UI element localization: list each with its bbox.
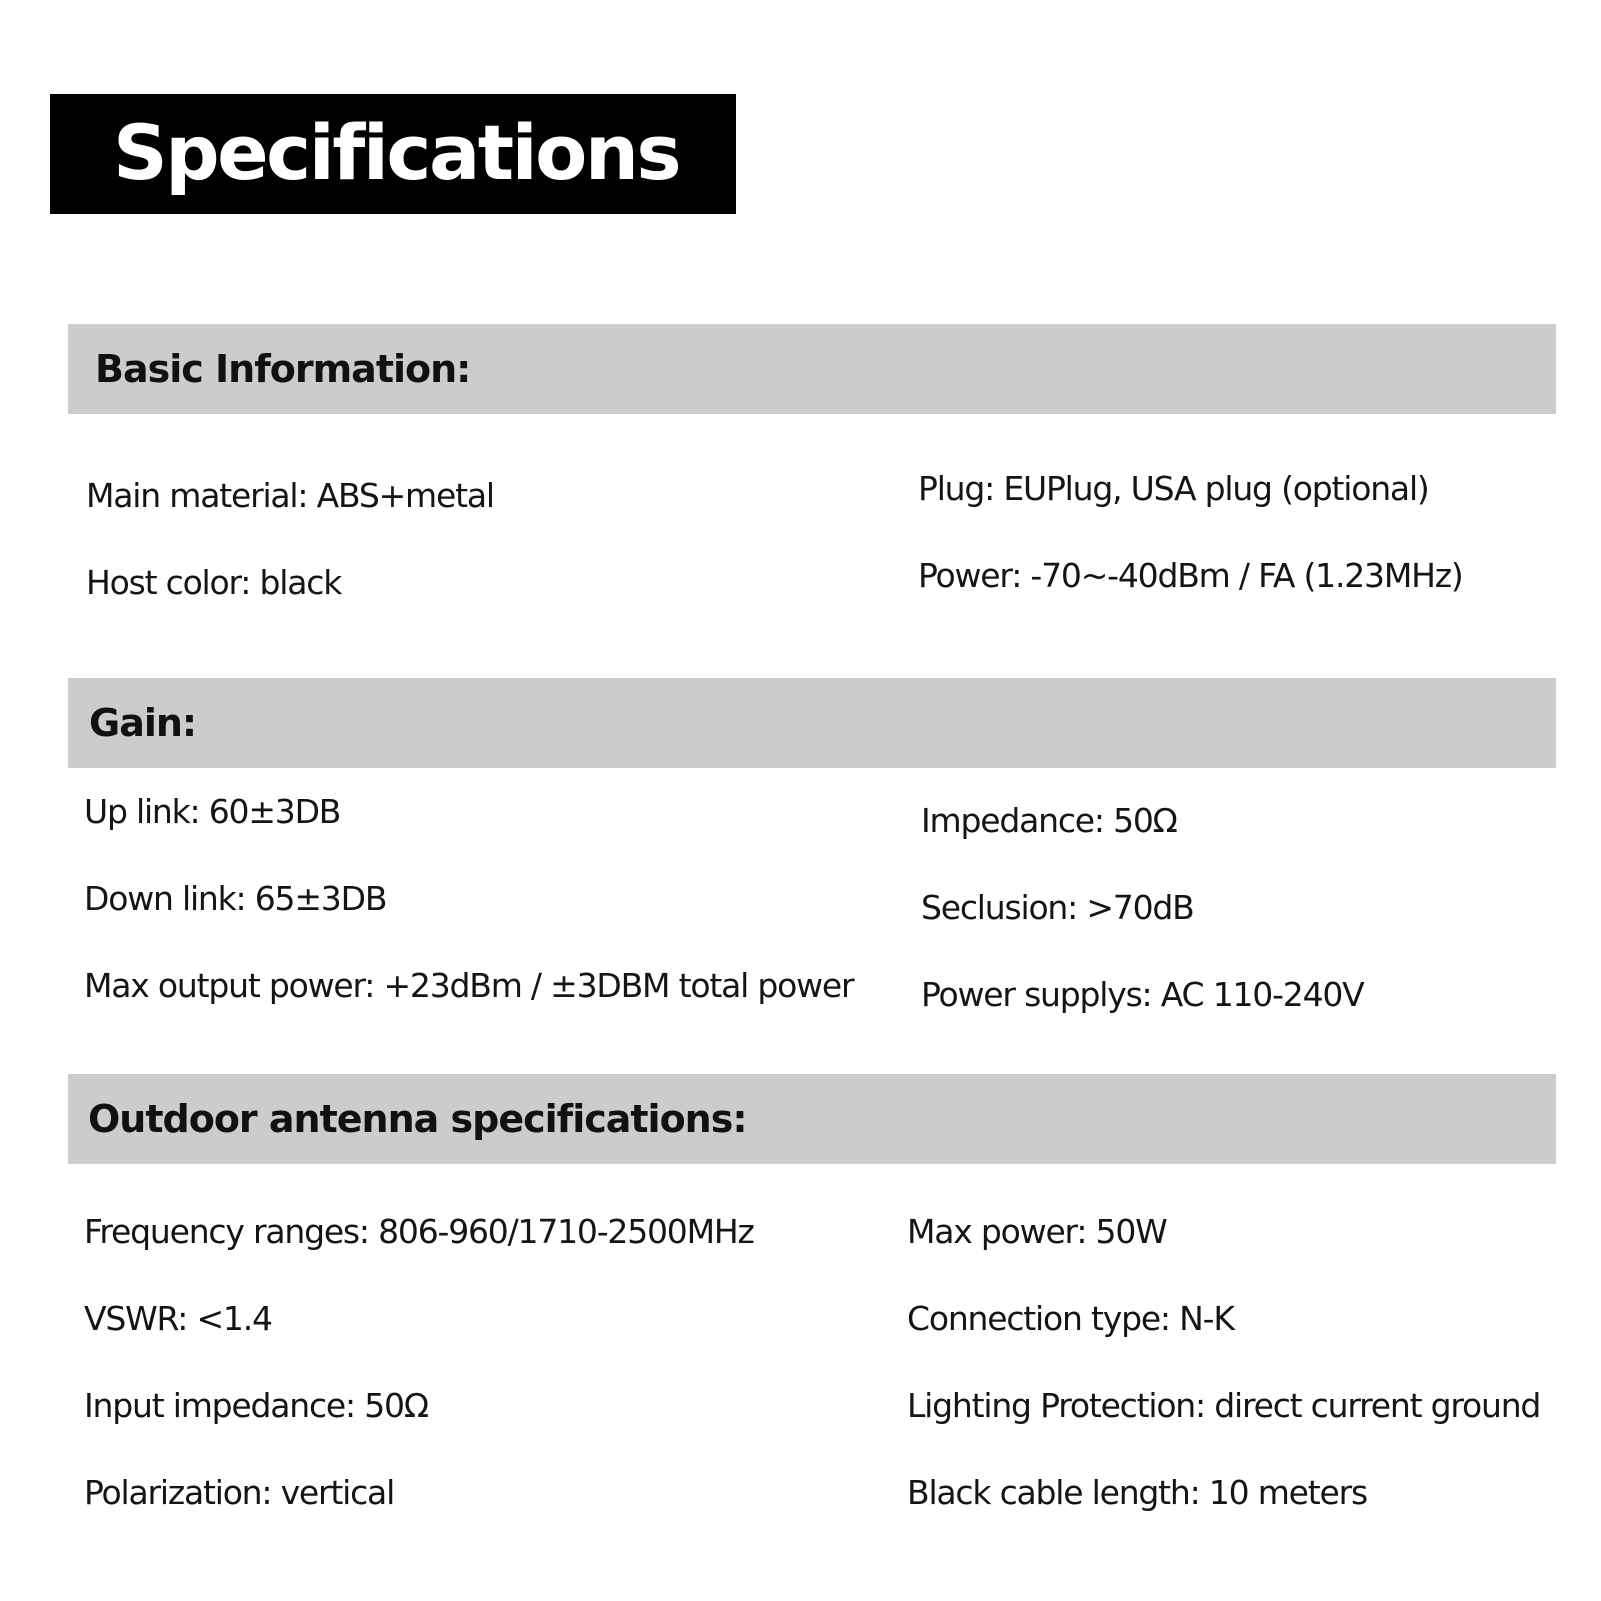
page-title: Specifications <box>113 108 680 197</box>
spec-seclusion: Seclusion: >70dB <box>921 888 1194 927</box>
spec-impedance: Impedance: 50Ω <box>921 801 1177 840</box>
spec-input-impedance: Input impedance: 50Ω <box>84 1386 428 1425</box>
spec-connection-type: Connection type: N-K <box>907 1299 1234 1338</box>
spec-lighting-protection: Lighting Protection: direct current ground <box>907 1386 1541 1425</box>
spec-down-link: Down link: 65±3DB <box>84 879 387 918</box>
section-header-gain <box>68 678 1556 768</box>
spec-max-power: Max power: 50W <box>907 1212 1167 1251</box>
spec-up-link: Up link: 60±3DB <box>84 792 341 831</box>
spec-black-cable-length: Black cable length: 10 meters <box>907 1473 1367 1512</box>
section-heading: Basic Information: <box>95 347 471 391</box>
section-heading: Gain: <box>89 701 197 745</box>
spec-power: Power: -70~-40dBm / FA (1.23MHz) <box>918 556 1463 595</box>
spec-main-material: Main material: ABS+metal <box>86 476 494 515</box>
spec-power-supplys: Power supplys: AC 110-240V <box>921 975 1364 1014</box>
title-banner <box>50 94 736 214</box>
spec-frequency-ranges: Frequency ranges: 806-960/1710-2500MHz <box>84 1212 754 1251</box>
spec-polarization: Polarization: vertical <box>84 1473 395 1512</box>
spec-host-color: Host color: black <box>86 563 342 602</box>
section-heading: Outdoor antenna specifications: <box>88 1097 747 1141</box>
section-header-basic-information <box>68 324 1556 414</box>
spec-plug: Plug: EUPlug, USA plug (optional) <box>918 469 1429 508</box>
spec-max-output-power: Max output power: +23dBm / ±3DBM total power <box>84 966 854 1005</box>
spec-vswr: VSWR: <1.4 <box>84 1299 272 1338</box>
section-header-outdoor-antenna <box>68 1074 1556 1164</box>
